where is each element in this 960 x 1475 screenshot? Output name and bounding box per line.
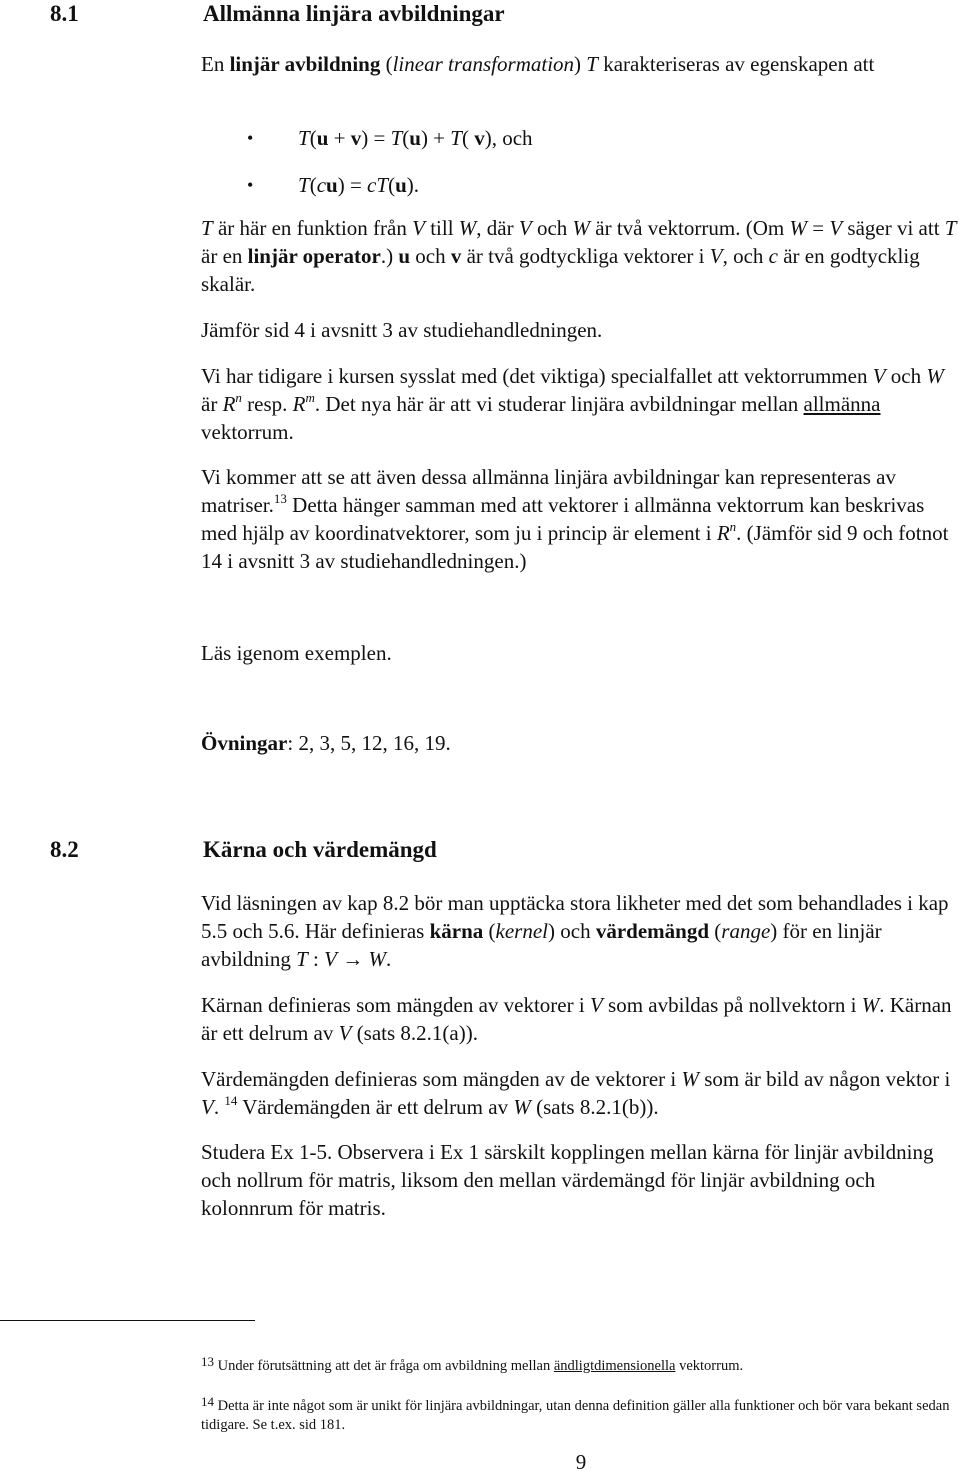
kernel-range-intro: Vid läsningen av kap 8.2 bör man upptäcka stora likheter med det som behandlades i kap 5.5 och 5.6. Här definieras kärna (kernel) och värdemängd (range) för en linjär avbildning T : V → W. (201, 891, 949, 971)
study-examples-paragraph: Studera Ex 1-5. Observera i Ex 1 särskilt kopplingen mellan kärna för linjär avbildning och nollrum för matris, liksom den mellan värdemängd för linjär avbildning och kolonnrum för matris. (201, 1140, 934, 1220)
footnote-ref-13: 13 (273, 491, 287, 506)
bullet-icon: • (247, 128, 254, 148)
intro-paragraph: En linjär avbildning (linear transformation) T karakteriseras av egenskapen att (201, 52, 875, 76)
section-number: 8.2 (50, 837, 79, 862)
arrow-icon: → (336, 947, 369, 971)
equation-homogeneity: T(cu) = cT(u). (298, 173, 419, 197)
section-number: 8.1 (50, 1, 79, 26)
footnote-13: 13 Under förutsättning att det är fråga om avbildning mellan ändligtdimensionella vektorrum. (201, 1354, 744, 1374)
reference-paragraph: Jämför sid 4 i avsnitt 3 av studiehandledningen. (201, 318, 603, 342)
section-title: Allmänna linjära avbildningar (203, 1, 505, 26)
footnote-14: 14 Detta är inte något som är unikt för linjära avbildningar, utan denna definition gäller alla funktioner och bör vara bekant sedan tidigare. Se t.ex. sid 181. (201, 1394, 950, 1433)
equation-additivity: T(u + v) = T(u) + T( v), och (298, 126, 533, 150)
matrix-representation-paragraph: Vi kommer att se att även dessa allmänna linjära avbildningar kan representeras av matriser.$^{13}$ Detta hänger samman med att vektorer i allmänna vektorrum kan beskrivas med hjälp av koordinatvektorer, som ju i princip är element i $R^n$. (Jämför sid 9 och fotnot 14 i avsnitt 3 av studiehandledningen.) (201, 465, 949, 573)
bullet-item (0, 124, 960, 152)
kernel-definition: Kärnan definieras som mängden av vektorer i V som avbildas på nollvektorn i W. Kärnan är ett delrum av V (sats 8.2.1(a)). (201, 993, 952, 1045)
section-title: Kärna och värdemängd (203, 837, 437, 862)
bullet-item (0, 171, 960, 199)
range-definition: Värdemängden definieras som mängden av de vektorer i W som är bild av någon vektor i V. $^{14}$ Värdemängden är ett delrum av W (sats 8.2.1(b)). (201, 1067, 951, 1119)
footnote-divider (0, 1320, 255, 1321)
exercises-line: Övningar: 2, 3, 5, 12, 16, 19. (201, 731, 451, 755)
footnote-ref-14: 14 (224, 1093, 238, 1108)
read-examples: Läs igenom exemplen. (201, 641, 392, 665)
specialcase-paragraph: Vi har tidigare i kursen sysslat med (det viktiga) specialfallet att vektorrummen V och W är $R^n$ resp. $R^m$. Det nya här är att vi studerar linjära avbildningar mellan allmänna vektorrum. (201, 364, 944, 444)
page-number: 9 (575, 1450, 587, 1474)
bullet-icon: • (247, 175, 254, 195)
definition-paragraph: T är här en funktion från V till W, där V och W är två vektorrum. (Om W = V säger vi att T är en linjär operator.) u och v är två godtyckliga vektorer i V, och c är en godtycklig skalär. (201, 216, 957, 296)
